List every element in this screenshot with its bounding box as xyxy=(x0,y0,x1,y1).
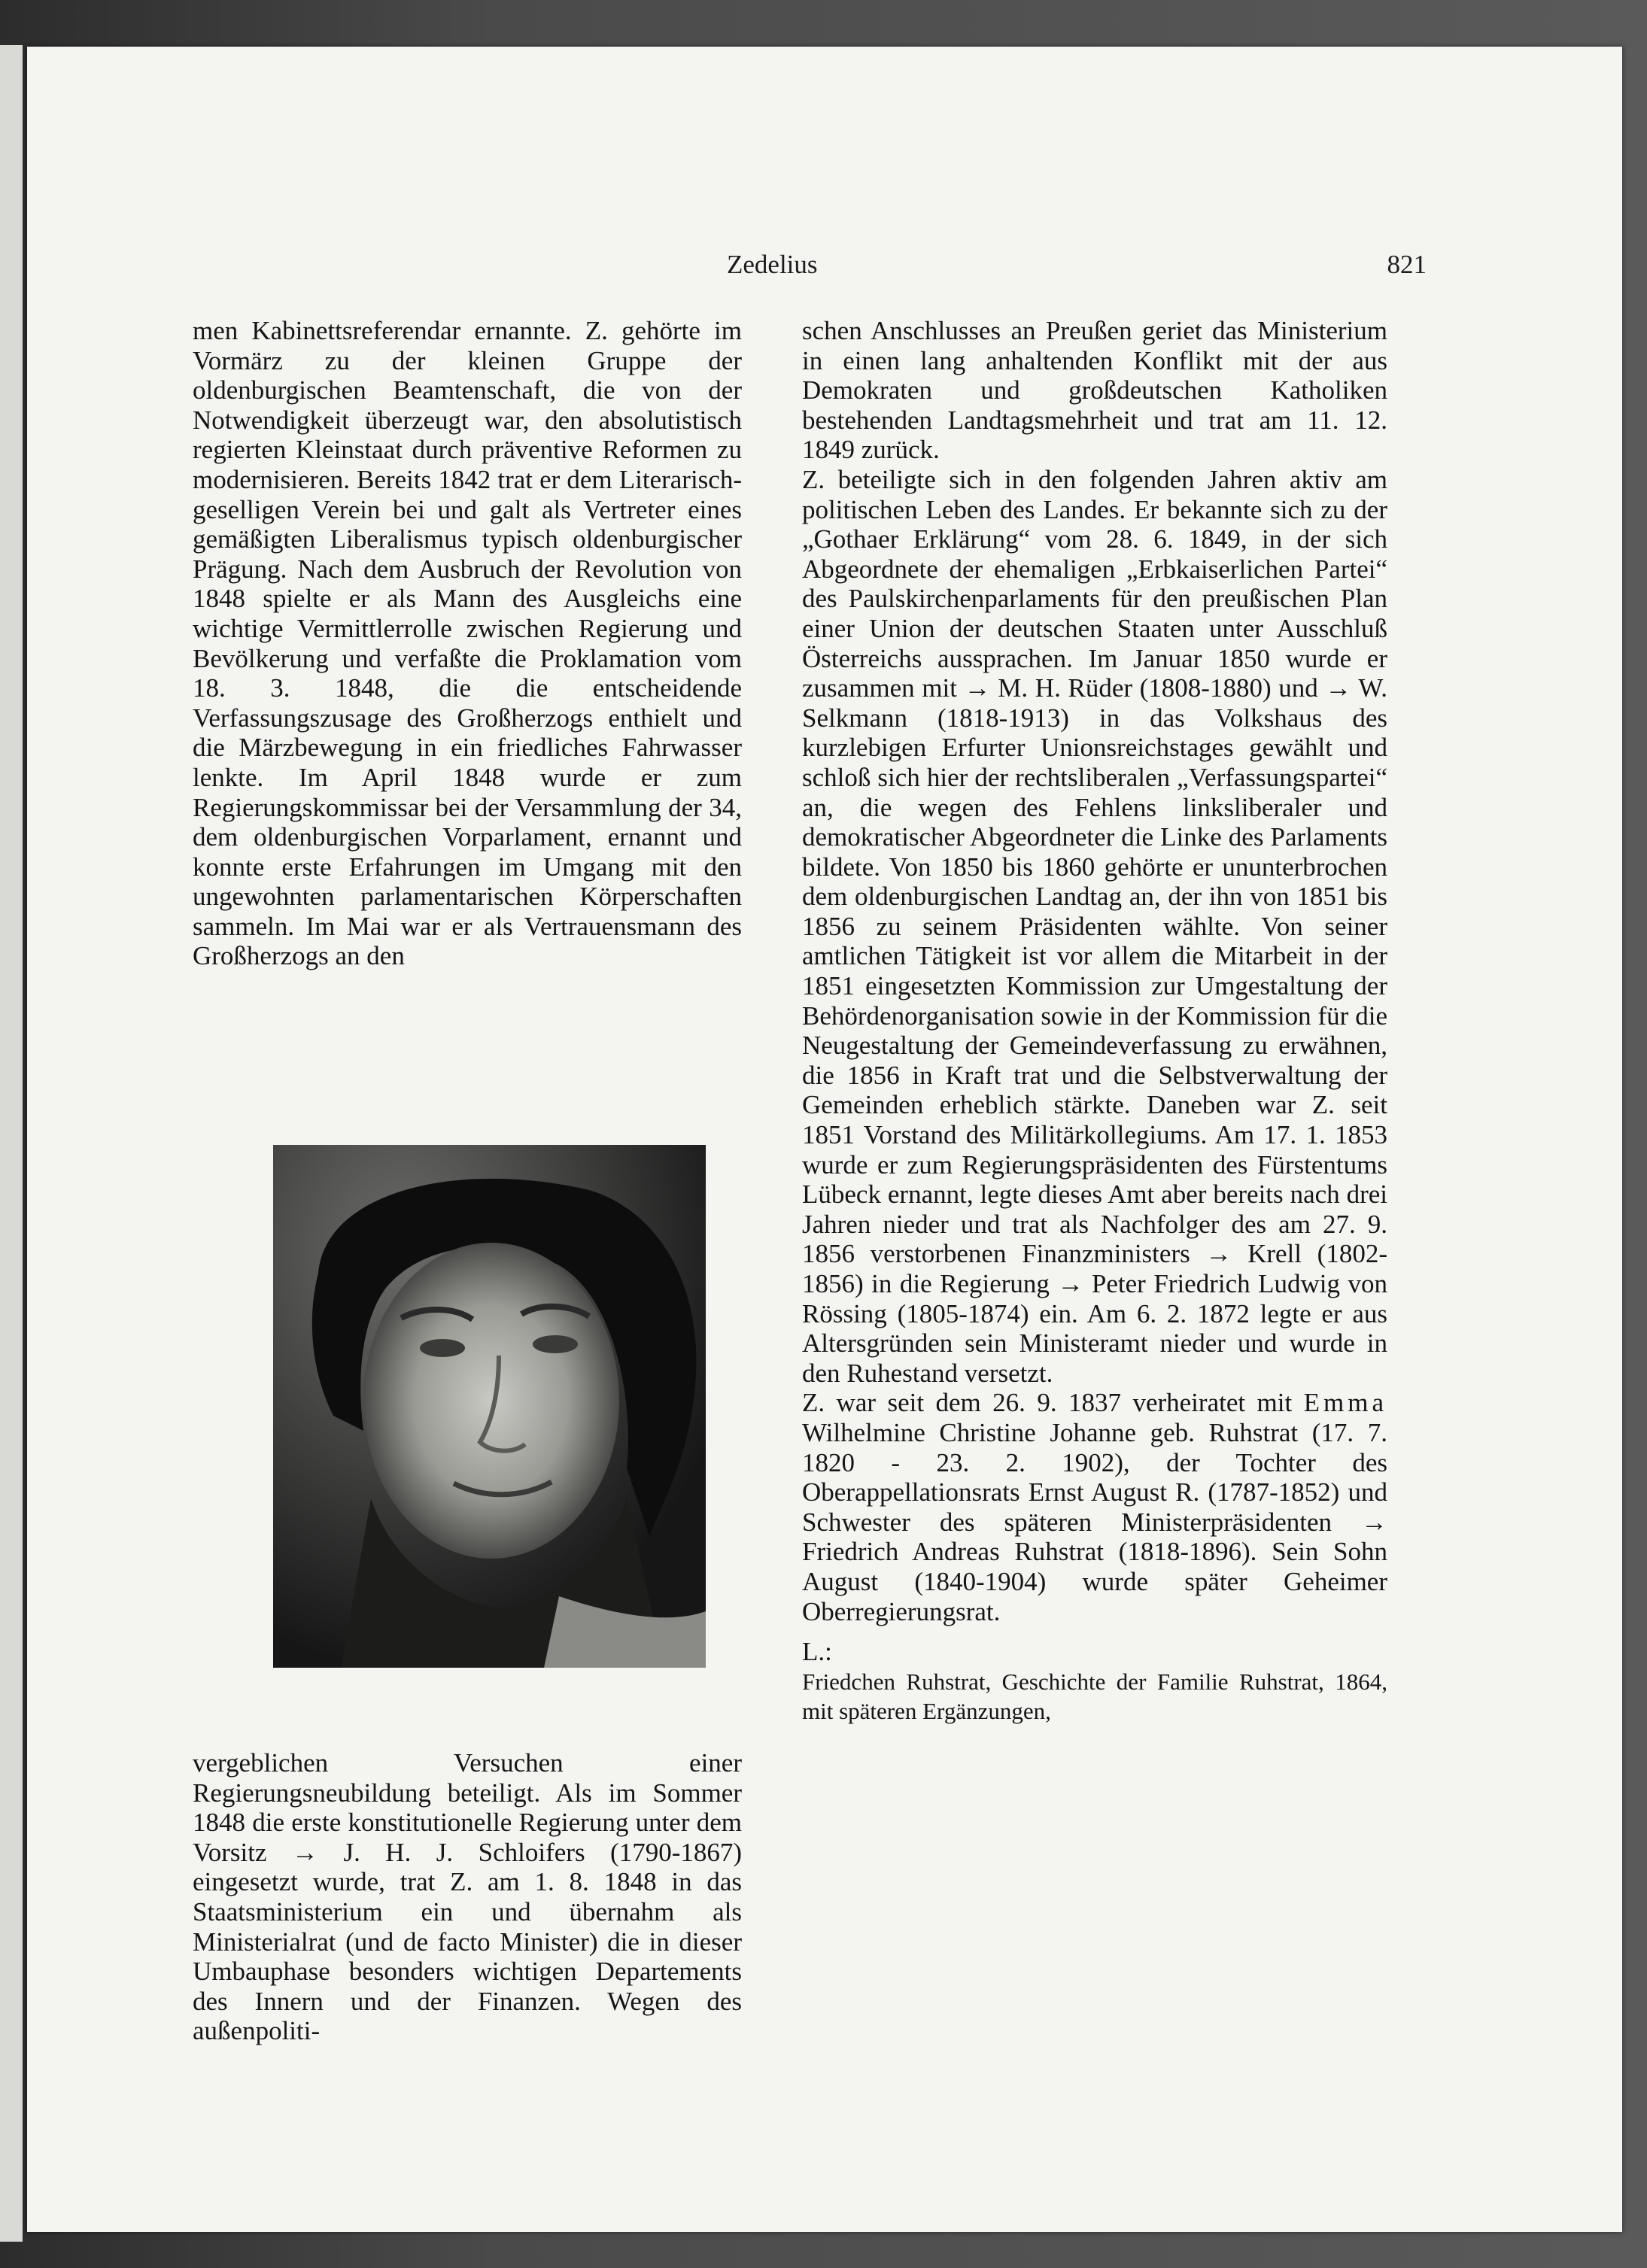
left-column-text-bottom: vergeblichen Versuchen einer Regierungsneubildung beteiligt. Als im Sommer 1848 die erste konstitutionelle Regierung unter dem Vorsitz → J. H. J. Schloifers (1790-1867) eingesetzt wurde, trat Z. am 1. 8. 1848 in das Staatsministerium ein und übernahm als Ministerialrat (und de facto Minister) die in dieser Umbauphase besonders wichtigen Departements des Innern und der Finanzen. Wegen des außenpoliti- xyxy=(193,1748,742,2046)
left-column xyxy=(193,316,742,971)
literature-label: L.: xyxy=(802,1637,832,1667)
spouse-first-name: Emma xyxy=(1303,1388,1387,1418)
running-head: Zedelius xyxy=(727,250,818,279)
left-column-bottom xyxy=(193,1748,742,2046)
page-header xyxy=(27,250,1622,295)
book-page xyxy=(27,47,1622,2232)
marriage-text-rest: Wilhelmine Christine Johanne geb. Ruhstrat (17. 7. 1820 - 23. 2. 1902), der Tochter des Oberappellationsrats Ernst August R. (1787-1852) und Schwester des späteren Ministerpräsidenten → Friedrich Andreas Ruhstrat (1818-1896). Sein Sohn August (1840-1904) wurde später Geheimer Oberregierungsrat. xyxy=(802,1417,1387,1626)
portrait-photo xyxy=(273,1145,706,1668)
right-column xyxy=(802,316,1387,1726)
left-column-text-top: men Kabinettsreferendar ernannte. Z. gehörte im Vormärz zu der kleinen Gruppe der oldenburgischen Beamtenschaft, die von der Notwendigkeit überzeugt war, den absolutistisch regierten Kleinstaat durch präventive Reformen zu modernisieren. Bereits 1842 trat er dem Literarisch-geselligen Verein bei und galt als Vertreter eines gemäßigten Liberalismus typisch oldenburgischer Prägung. Nach dem Ausbruch der Revolution von 1848 spielte er als Mann des Ausgleichs eine wichtige Vermittlerrolle zwischen Regierung und Bevölkerung und verfaßte die Proklamation vom 18. 3. 1848, die die entscheidende Verfassungszusage des Großherzogs enthielt und die Märzbewegung in ein friedliches Fahrwasser lenkte. Im April 1848 wurde er zum Regierungskommissar bei der Versammlung der 34, dem oldenburgischen Vorparlament, ernannt und konnte erste Erfahrungen im Umgang mit den ungewohnten parlamentarischen Körperschaften sammeln. Im Mai war er als Vertrauensmann des Großherzogs an den xyxy=(193,316,742,971)
page-number: 821 xyxy=(1387,250,1427,279)
right-paragraph-3 xyxy=(802,1388,1387,1626)
right-paragraph-2: Z. beteiligte sich in den folgenden Jahren aktiv am politischen Leben des Landes. Er bekannte sich zu der „Gothaer Erklärung“ vom 28. 6. 1849, in der sich Abgeordnete der ehemaligen „Erbkaiserlichen Partei“ des Paulskirchenparlaments für den preußischen Plan einer Union der deutschen Staaten unter Ausschluß Österreichs aussprachen. Im Januar 1850 wurde er zusammen mit → M. H. Rüder (1808-1880) und → W. Selkmann (1818-1913) in das Volkshaus des kurzlebigen Erfurter Unionsreichstages gewählt und schloß sich hier der rechtsliberalen „Verfassungspartei“ an, die wegen des Fehlens linksliberaler und demokratischer Abgeordneter die Linke des Parlaments bildete. Von 1850 bis 1860 gehörte er ununterbrochen dem oldenburgischen Landtag an, der ihn von 1851 bis 1856 zu seinem Präsidenten wählte. Von seiner amtlichen Tätigkeit ist vor allem die Mitarbeit in der 1851 eingesetzten Kommission zur Umgestaltung der Behördenorganisation sowie in der Kommission für die Neugestaltung der Gemeindeverfassung zu erwähnen, die 1856 in Kraft trat und die Selbstverwaltung der Gemeinden erheblich stärkte. Daneben war Z. seit 1851 Vorstand des Militärkollegiums. Am 17. 1. 1853 wurde er zum Regierungspräsidenten des Fürstentums Lübeck ernannt, legte dieses Amt aber bereits nach drei Jahren nieder und trat als Nachfolger des am 27. 9. 1856 verstorbenen Finanzministers → Krell (1802-1856) in die Regierung → Peter Friedrich Ludwig von Rössing (1805-1874) ein. Am 6. 2. 1872 legte er aus Altersgründen sein Ministeramt nieder und wurde in den Ruhestand versetzt. xyxy=(802,464,1387,1388)
facing-page-edge xyxy=(0,45,23,2242)
right-paragraph-1: schen Anschlusses an Preußen geriet das Ministerium in einen lang anhaltenden Konflikt mit der aus Demokraten und großdeutschen Katholiken bestehenden Landtagsmehrheit und trat am 11. 12. 1849 zurück. xyxy=(802,316,1387,465)
marriage-text-start: Z. war seit dem 26. 9. 1837 verheiratet mit xyxy=(802,1388,1304,1418)
literature-text: Friedchen Ruhstrat, Geschichte der Familie Ruhstrat, 1864, mit späteren Ergänzungen, xyxy=(802,1668,1387,1724)
